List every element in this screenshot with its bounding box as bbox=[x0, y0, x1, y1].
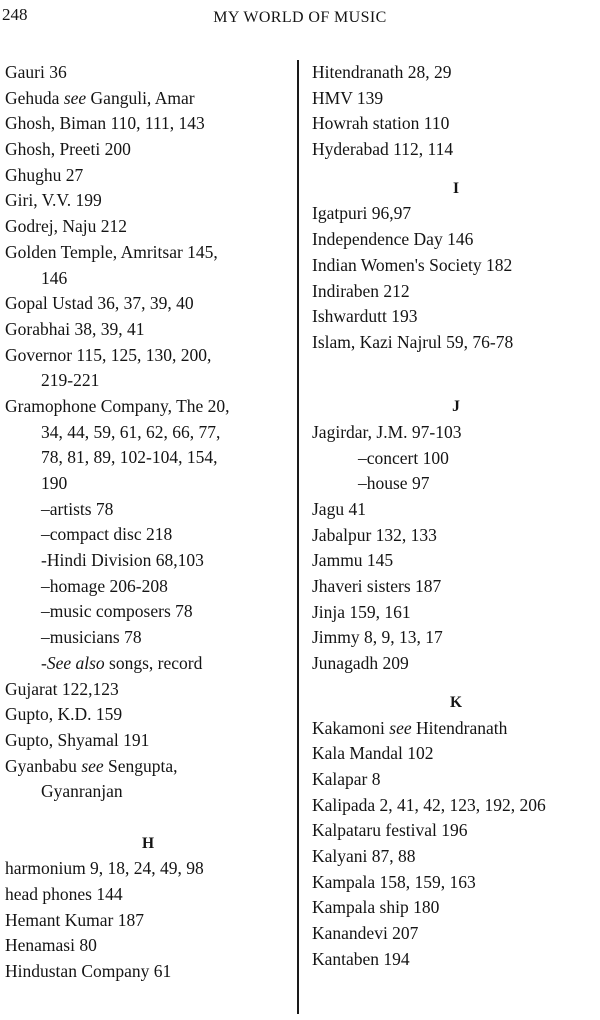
index-entry: Jinja 159, 161 bbox=[312, 601, 411, 622]
index-entry: Ghughu 27 bbox=[5, 164, 84, 185]
index-entry: Gauri 36 bbox=[5, 62, 67, 82]
index-entry: Gupto, Shyamal 191 bbox=[5, 729, 150, 750]
index-entry: Indian Women's Society 182 bbox=[312, 254, 513, 275]
index-subentry: –musicians 78 bbox=[41, 627, 142, 648]
index-entry: head phones 144 bbox=[5, 884, 123, 904]
index-entry: Ishwardutt 193 bbox=[312, 306, 418, 327]
index-entry: Hyderabad 112, 114 bbox=[312, 139, 454, 160]
index-entry: Gyanbabu see Sengupta, bbox=[5, 755, 178, 776]
index-entry: Hitendranath 28, 29 bbox=[312, 62, 452, 82]
index-entry: Igatpuri 96,97 bbox=[312, 203, 412, 224]
index-entry-continuation: 78, 81, 89, 102-104, 154, bbox=[41, 447, 218, 468]
index-entry: Gorabhai 38, 39, 41 bbox=[5, 318, 145, 339]
index-subentry: –compact disc 218 bbox=[41, 524, 173, 545]
page-number: 248 bbox=[2, 5, 28, 24]
index-entry: harmonium 9, 18, 24, 49, 98 bbox=[5, 858, 204, 879]
index-entry: Gupto, K.D. 159 bbox=[5, 704, 123, 725]
index-subentry: –homage 206-208 bbox=[41, 575, 168, 596]
index-entry: Kalpataru festival 196 bbox=[312, 820, 468, 841]
index-entry: Indiraben 212 bbox=[312, 280, 410, 301]
index-entry-continuation: 34, 44, 59, 61, 62, 66, 77, bbox=[41, 421, 221, 442]
index-entry: Hemant Kumar 187 bbox=[5, 909, 144, 930]
index-entry-continuation: 146 bbox=[41, 267, 68, 288]
index-entry: Ghosh, Biman 110, 111, 143 bbox=[5, 113, 205, 134]
index-subentry: –house 97 bbox=[358, 473, 430, 494]
index-entry: Gehuda see Ganguli, Amar bbox=[5, 87, 195, 108]
index-entry: Ghosh, Preeti 200 bbox=[5, 139, 131, 160]
index-entry: Kalipada 2, 41, 42, 123, 192, 206 bbox=[312, 794, 546, 815]
index-entry: Hindustan Company 61 bbox=[5, 961, 172, 982]
index-entry: Kanandevi 207 bbox=[312, 923, 419, 943]
section-letter-j: J bbox=[452, 398, 460, 416]
index-entry: Kakamoni see Hitendranath bbox=[312, 717, 508, 738]
running-title: MY WORLD OF MUSIC bbox=[213, 9, 387, 26]
index-subentry: –artists 78 bbox=[41, 498, 114, 519]
index-entry: Godrej, Naju 212 bbox=[5, 216, 127, 237]
section-letter-k: K bbox=[449, 693, 463, 711]
index-entry: HMV 139 bbox=[312, 87, 384, 108]
index-entry: Junagadh 209 bbox=[312, 653, 409, 674]
index-entry: Jhaveri sisters 187 bbox=[312, 576, 442, 597]
index-entry: Kantaben 194 bbox=[312, 948, 410, 969]
left-index-column bbox=[5, 60, 291, 985]
index-entry: Islam, Kazi Najrul 59, 76-78 bbox=[312, 331, 514, 352]
index-subentry-see-also: -See also songs, record bbox=[41, 652, 203, 673]
index-entry: Independence Day 146 bbox=[312, 229, 474, 250]
index-entry: Governor 115, 125, 130, 200, bbox=[5, 344, 212, 365]
index-entry-continuation: Gyanranjan bbox=[41, 781, 123, 802]
index-entry: Kampala ship 180 bbox=[312, 897, 440, 918]
index-entry: Kala Mandal 102 bbox=[312, 743, 434, 764]
section-letter-h: H bbox=[141, 834, 155, 852]
index-entry: Kalapar 8 bbox=[312, 768, 381, 789]
index-entry: Jabalpur 132, 133 bbox=[312, 524, 437, 545]
index-subentry: –music composers 78 bbox=[41, 601, 193, 622]
index-entry: Kampala 158, 159, 163 bbox=[312, 871, 476, 892]
index-entry: Jammu 145 bbox=[312, 550, 394, 571]
index-entry-continuation: 190 bbox=[41, 473, 68, 493]
section-letter-i: I bbox=[452, 179, 460, 197]
index-entry: Gujarat 122,123 bbox=[5, 678, 119, 699]
index-entry: Golden Temple, Amritsar 145, bbox=[5, 241, 218, 262]
index-entry: Jimmy 8, 9, 13, 17 bbox=[312, 627, 443, 648]
index-entry: Henamasi 80 bbox=[5, 935, 97, 956]
column-divider bbox=[297, 60, 299, 1014]
right-index-column bbox=[312, 60, 600, 972]
index-entry: Kalyani 87, 88 bbox=[312, 845, 416, 866]
index-entry: Gramophone Company, The 20, bbox=[5, 395, 230, 416]
index-entry: Giri, V.V. 199 bbox=[5, 190, 102, 211]
index-entry: Gopal Ustad 36, 37, 39, 40 bbox=[5, 293, 194, 314]
index-entry: Howrah station 110 bbox=[312, 113, 450, 134]
index-entry: Jagu 41 bbox=[312, 499, 366, 519]
index-entry-continuation: 219-221 bbox=[41, 370, 100, 391]
index-subentry: –concert 100 bbox=[358, 447, 449, 468]
index-entry: Jagirdar, J.M. 97-103 bbox=[312, 421, 462, 442]
index-subentry: -Hindi Division 68,103 bbox=[41, 550, 204, 571]
